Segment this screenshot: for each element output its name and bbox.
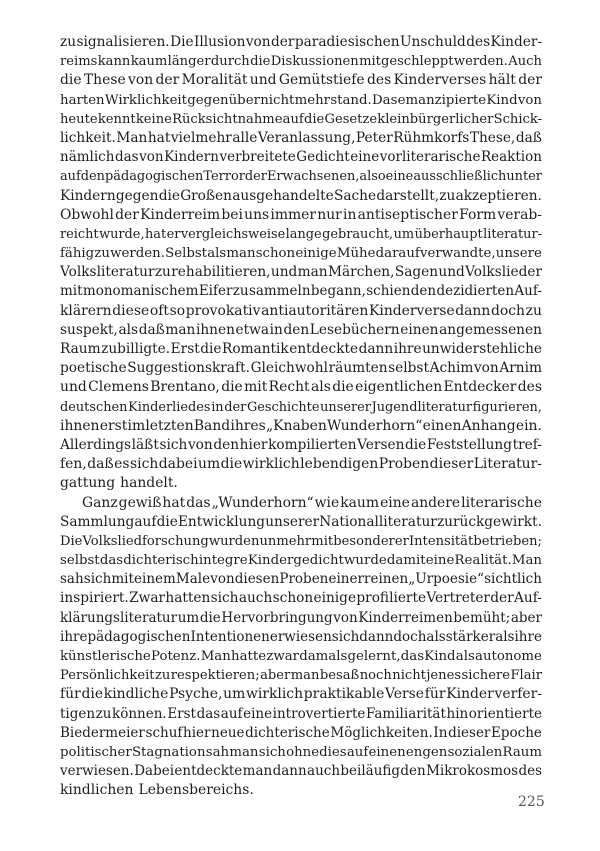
text-line: nämlich das von Kindern verbreitete Gedicht eine vorliterarische Reaktion [60,149,542,166]
text-line: selbst das dichterisch integre Kindergedicht wurde damit eine Realität. Man [60,553,542,569]
text-line: Allerdings läßt sich von den hier kompilierten Versen die Feststellung tref- [60,436,542,453]
text-line: Sammlung auf die Entwicklung unserer Nationalliteratur zurückgewirkt. [60,513,542,530]
text-line: Die Volksliedforschung wurde nunmehr mit besonderer Intensität betrieben; [60,533,542,549]
text-line: politischer Stagnation sah man sich ohnedies auf einen engen sozialen Raum [60,744,542,760]
text-line: fähig zu werden. Selbst als man schon einige Mühe darauf verwandte, unsere [60,246,542,262]
text-line: zu signalisieren. Die Illusion von der paradiesischen Unschuld des Kinder- [60,34,542,50]
text-line: poetische Suggestionskraft. Gleichwohl räumten selbst Achim von Arnim [60,360,542,377]
text-line: deutschen Kinderliedes in der Geschichte unserer Jugendliteratur figurieren, [60,399,542,415]
text-line: heute kennt keine Rücksichtnahme auf die Gesetze kleinbürgerlicher Schick- [60,111,542,127]
text-line: Volksliteratur zu rehabilitieren, und man Märchen, Sagen und Volkslieder [60,264,542,281]
text-line: Biedermeier schuf hier neue dichterische Möglichkeiten. In dieser Epoche [60,724,542,741]
text-line: auf den pädagogischen Terror der Erwachsenen, also eine ausschließlich unter [60,169,542,185]
text-line: klärungsliteratur um die Hervorbringung von Kinderreimen bemüht; aber [60,609,542,626]
book-page-body [60,33,542,801]
text-line: klärern diese oft so provokativ antiautoritären Kinderverse dann doch zu [60,302,542,319]
page-number: 225 [518,794,545,810]
text-line: reims kann kaum länger durch die Diskussionen mitgeschleppt werden. Auch [60,54,542,70]
text-line: Ganz gewiß hat das „Wunderhorn“ wie kaum eine andere literarische [82,494,542,511]
text-line: mit monomanischem Eifer zu sammeln begann, schien den dezidierten Auf- [60,283,542,300]
paragraph [60,494,542,801]
text-line: kindlichen Lebensbereichs. [60,782,254,799]
paragraph [60,33,542,494]
text-line: ihnen erst im letzten Band ihres „Knaben Wunderhorn“ einen Anhang ein. [60,417,542,434]
text-line: verwiesen. Dabei entdeckte man dann auch beiläufig den Mikrokosmos des [60,763,542,780]
text-line: fen, daß es sich dabei um die wirklich lebendigen Proben dieser Literatur- [60,456,542,473]
text-line: reicht wurde, hat er vergleichsweise lange gebraucht, um überhaupt literatur- [60,226,542,242]
text-line: Raum zubilligte. Erst die Romantik entdeckte dann ihre unwiderstehliche [60,341,542,357]
text-line: harten Wirklichkeit gegenüber nicht mehr stand. Das emanzipierte Kind von [60,92,542,108]
text-line: inspiriert. Zwar hatten sich auch schon einige profilierte Vertreter der Auf- [60,590,542,607]
text-line: tigen zu können. Erst das auf eine introvertierte Familiarität hin orientierte [60,705,542,722]
text-line: ihre pädagogischen Intentionen erwiesen sich dann doch als stärker als ihre [60,628,542,645]
text-line: Persönlichkeit zu respektieren; aber man besaß noch nicht jenes sichere Flair [60,668,542,684]
text-line: Obwohl der Kinderreim bei uns immer nur in antiseptischer Form verab- [60,206,542,223]
text-line: gattung handelt. [60,475,178,492]
text-line: Kindern gegen die Großen ausgehandelte Sache darstellt, zu akzeptieren. [60,187,542,204]
text-line: sah sich mit einem Male von diesen Proben einer reinen „Urpoesie“ sichtlich [60,571,542,588]
text-line: die These von der Moralität und Gemütstiefe des Kinderverses hält der [60,72,542,89]
text-line: künstlerische Potenz. Man hatte zwar damals gelernt, das Kind als autonome [60,649,542,664]
text-line: für die kindliche Psyche, um wirklich praktikable Verse für Kinder verfer- [60,686,542,703]
text-line: suspekt, als daß man ihnen etwa in den Lesebüchern einen angemessenen [60,321,542,338]
text-line: und Clemens Brentano, die mit Recht als die eigentlichen Entdecker des [60,379,542,396]
text-line: lichkeit. Man hat vielmehr alle Veranlassung, Peter Rühmkorfs These, daß [60,129,542,146]
